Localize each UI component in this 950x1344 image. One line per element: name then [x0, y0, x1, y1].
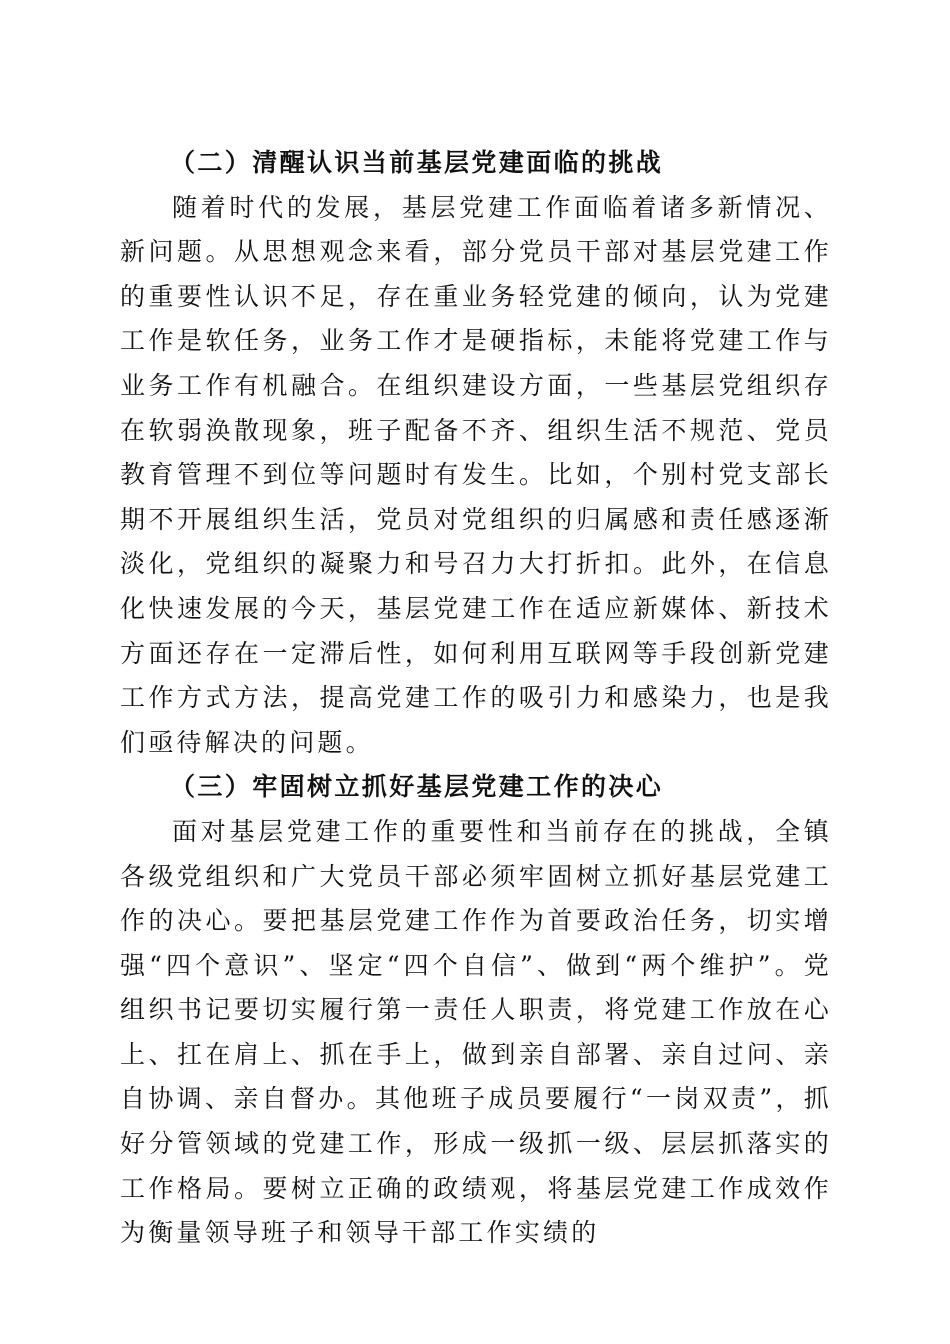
document-body: [120, 141, 832, 1256]
section-3-paragraph: 面对基层党建工作的重要性和当前存在的挑战，全镇各级党组织和广大党员干部必须牢固树立抓好基层党建工作的决心。要把基层党建工作作为首要政治任务，切实增强“四个意识”、坚定“四个自信”、做到“两个维护”。党组织书记要切实履行第一责任人职责，将党建工作放在心上、扛在肩上、抓在手上，做到亲自部署、亲自过问、亲自协调、亲自督办。其他班子成员要履行“一岗双责”，抓好分管领域的党建工作，形成一级抓一级、层层抓落实的工作格局。要树立正确的政绩观，将基层党建工作成效作为衡量领导班子和领导干部工作实绩的: [120, 816, 832, 1248]
section-2-heading: （二）清醒认识当前基层党建面临的挑战: [170, 148, 664, 177]
section-3-heading: （三）牢固树立抓好基层党建工作的决心: [170, 772, 664, 802]
section-2-paragraph: 随着时代的发展，基层党建工作面临着诸多新情况、新问题。从思想观念来看，部分党员干部对基层党建工作的重要性认识不足，存在重业务轻党建的倾向，认为党建工作是软任务，业务工作才是硬指标，未能将党建工作与业务工作有机融合。在组织建设方面，一些基层党组织存在软弱涣散现象，班子配备不齐、组织生活不规范、党员教育管理不到位等问题时有发生。比如，个别村党支部长期不开展组织生活，党员对党组织的归属感和责任感逐渐淡化，党组织的凝聚力和号召力大打折扣。此外，在信息化快速发展的今天，基层党建工作在适应新媒体、新技术方面还存在一定滞后性，如何利用互联网等手段创新党建工作方式方法，提高党建工作的吸引力和感染力，也是我们亟待解决的问题。: [120, 192, 832, 757]
